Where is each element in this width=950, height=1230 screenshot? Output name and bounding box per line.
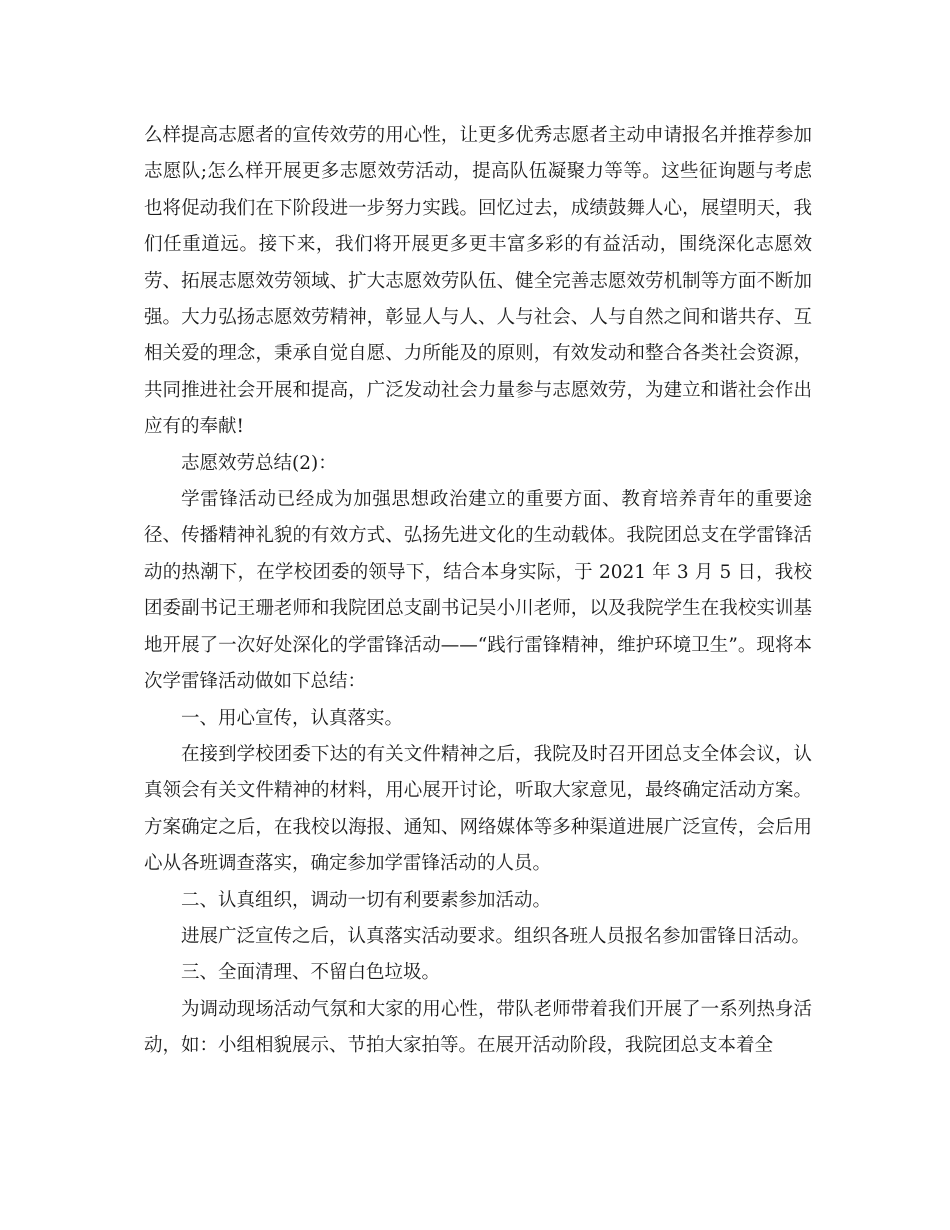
section-heading-2: 二、认真组织，调动一切有利要素参加活动。 xyxy=(181,889,552,911)
paragraph-3: 学雷锋活动已经成为加强思想政治建立的重要方面、教育培养青年的重要途径、传播精神礼貌的有效方式、弘扬先进文化的生动载体。我院团总支在学雷锋活动的热潮下，在学校团委的领导下，结合本身实际，于 2021 年 3 月 5 日，我校团委副书记王珊老师和我院团总支副书记吴小川老师，以及我院学生在我校实训基地开展了一次好处深化的学雷锋活动——“践行雷锋精神，维护环境卫生”。现将本次学雷锋活动做如下总结： xyxy=(144,489,812,693)
paragraph-7: 进展广泛宣传之后，认真落实活动要求。组织各班人员报名参加雷锋日活动。 xyxy=(181,925,811,947)
paragraph-1: 么样提高志愿者的宣传效劳的用心性，让更多优秀志愿者主动申请报名并推荐参加志愿队;怎么样开展更多志愿效劳活动，提高队伍凝聚力等等。这些征询题与考虑也将促动我们在下阶段进一步努力实践。回忆过去，成绩鼓舞人心，展望明天，我们任重道远。接下来，我们将开展更多更丰富多彩的有益活动，围绕深化志愿效劳、拓展志愿效劳领域、扩大志愿效劳队伍、健全完善志愿效劳机制等方面不断加强。大力弘扬志愿效劳精神，彰显人与人、人与社会、人与自然之间和谐共存、互相关爱的理念，秉承自觉自愿、力所能及的原则，有效发动和整合各类社会资源，共同推进社会开展和提高，广泛发动社会力量参与志愿效劳，为建立和谐社会作出应有的奉献! xyxy=(144,125,812,438)
paragraph-5: 在接到学校团委下达的有关文件精神之后，我院及时召开团总支全体会议，认真领会有关文件精神的材料，用心展开讨论，听取大家意见，最终确定活动方案。方案确定之后，在我校以海报、通知、网络媒体等多种渠道进展广泛宣传，会后用心从各班调查落实，确定参加学雷锋活动的人员。 xyxy=(144,743,812,875)
paragraph-9: 为调动现场活动气氛和大家的用心性，带队老师带着我们开展了一系列热身活动，如：小组相貌展示、节拍大家拍等。在展开活动阶段，我院团总支本着全 xyxy=(144,998,812,1057)
paragraph-2-heading: 志愿效劳总结(2)： xyxy=(181,452,337,474)
section-heading-1: 一、用心宣传，认真落实。 xyxy=(181,707,404,729)
document-body xyxy=(144,118,812,1065)
section-heading-3: 三、全面清理、不留白色垃圾。 xyxy=(181,962,441,984)
